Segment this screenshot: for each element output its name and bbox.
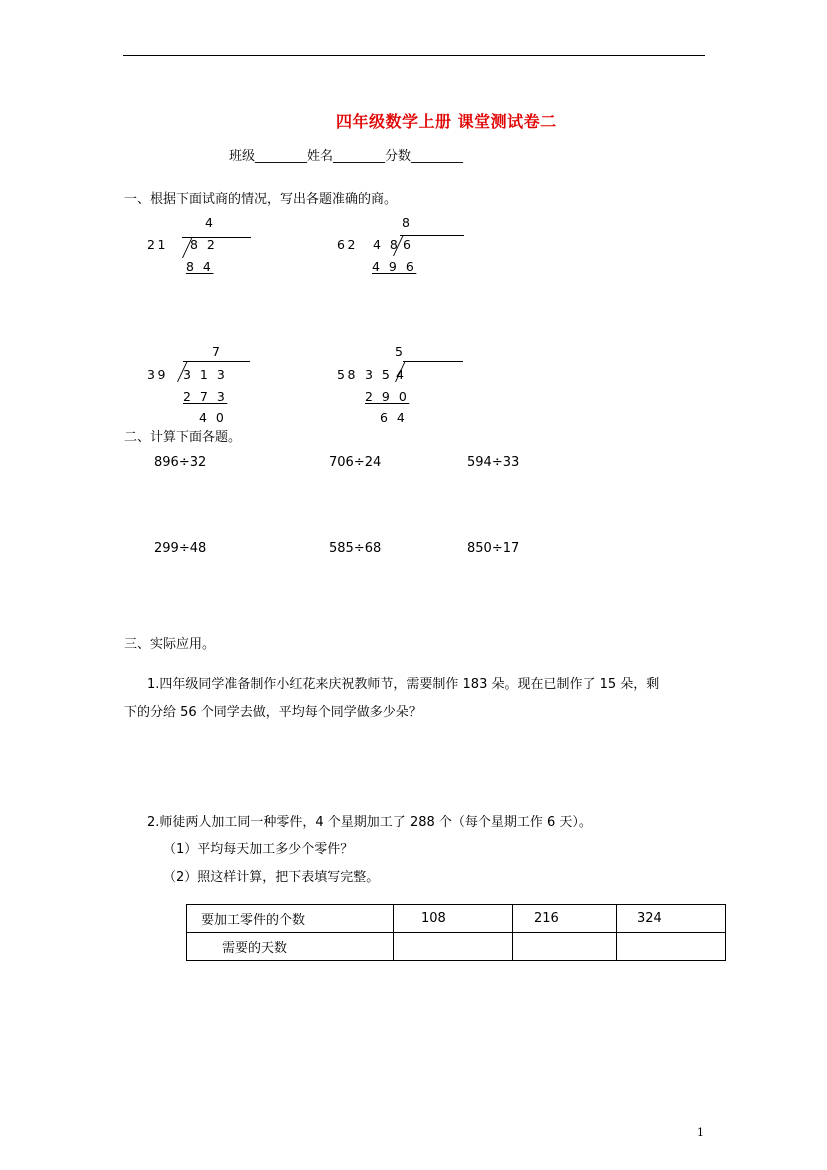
table-cell[interactable] <box>394 933 513 961</box>
remainder: 4 0 <box>199 410 227 425</box>
divisor: 58 <box>337 367 358 382</box>
quotient: 7 <box>212 344 223 359</box>
table-cell: 216 <box>513 905 617 933</box>
remainder: 6 4 <box>380 410 408 425</box>
section3-heading: 三、实际应用。 <box>124 637 216 652</box>
product: 2 9 0 <box>365 389 410 404</box>
divisor: 39 <box>147 367 168 382</box>
parts-days-table <box>186 904 726 961</box>
divisor: 62 <box>337 237 358 252</box>
quotient: 8 <box>402 215 413 230</box>
table-cell: 108 <box>394 905 513 933</box>
product: 2 7 3 <box>183 389 228 404</box>
question-1-line-1: 1.四年级同学准备制作小红花来庆祝教师节，需要制作 183 朵。现在已制作了 15 朵，剩 <box>147 677 660 692</box>
table-cell[interactable] <box>617 933 726 961</box>
table-cell: 需要的天数 <box>187 933 394 961</box>
question-2-part-2: （2）照这样计算，把下表填写完整。 <box>163 870 380 885</box>
dividend-right: 6 <box>403 237 414 252</box>
dividend: 3 1 3 <box>183 367 228 382</box>
divisor: 21 <box>147 237 168 252</box>
table-row <box>187 905 726 933</box>
section2-heading: 二、计算下面各题。 <box>124 430 242 445</box>
question-2-part-1: （1）平均每天加工多少个零件？ <box>163 842 354 857</box>
dividend: 8 2 <box>190 237 218 252</box>
exercise-6: 850÷17 <box>467 541 520 556</box>
exercise-2: 706÷24 <box>329 455 382 470</box>
dividend-left: 4 8 <box>373 237 401 252</box>
quotient: 5 <box>395 344 406 359</box>
division-bar <box>403 361 463 362</box>
division-bar <box>183 361 250 362</box>
header-rule <box>123 55 705 56</box>
exercise-3: 594÷33 <box>467 455 520 470</box>
product: 4 9 6 <box>372 259 417 274</box>
quotient: 4 <box>205 215 216 230</box>
exercise-5: 585÷68 <box>329 541 382 556</box>
question-1-line-2: 下的分给 56 个同学去做，平均每个同学做多少朵？ <box>124 705 422 720</box>
division-bar <box>400 235 464 236</box>
table-cell: 324 <box>617 905 726 933</box>
exercise-4: 299÷48 <box>154 541 207 556</box>
student-info-fields: 班级________姓名________分数________ <box>229 149 464 164</box>
page-title: 四年级数学上册 课堂测试卷二 <box>336 112 557 131</box>
exercise-1: 896÷32 <box>154 455 207 470</box>
table-cell: 要加工零件的个数 <box>187 905 394 933</box>
table-row <box>187 933 726 961</box>
section1-heading: 一、根据下面试商的情况，写出各题准确的商。 <box>124 192 398 207</box>
dividend-right: 4 <box>396 367 407 382</box>
page-number: 1 <box>697 1126 704 1139</box>
dividend-left: 3 5 <box>365 367 393 382</box>
question-2: 2.师徒两人加工同一种零件，4 个星期加工了 288 个（每个星期工作 6 天）。 <box>147 815 592 830</box>
table-cell[interactable] <box>513 933 617 961</box>
product: 8 4 <box>186 259 214 274</box>
